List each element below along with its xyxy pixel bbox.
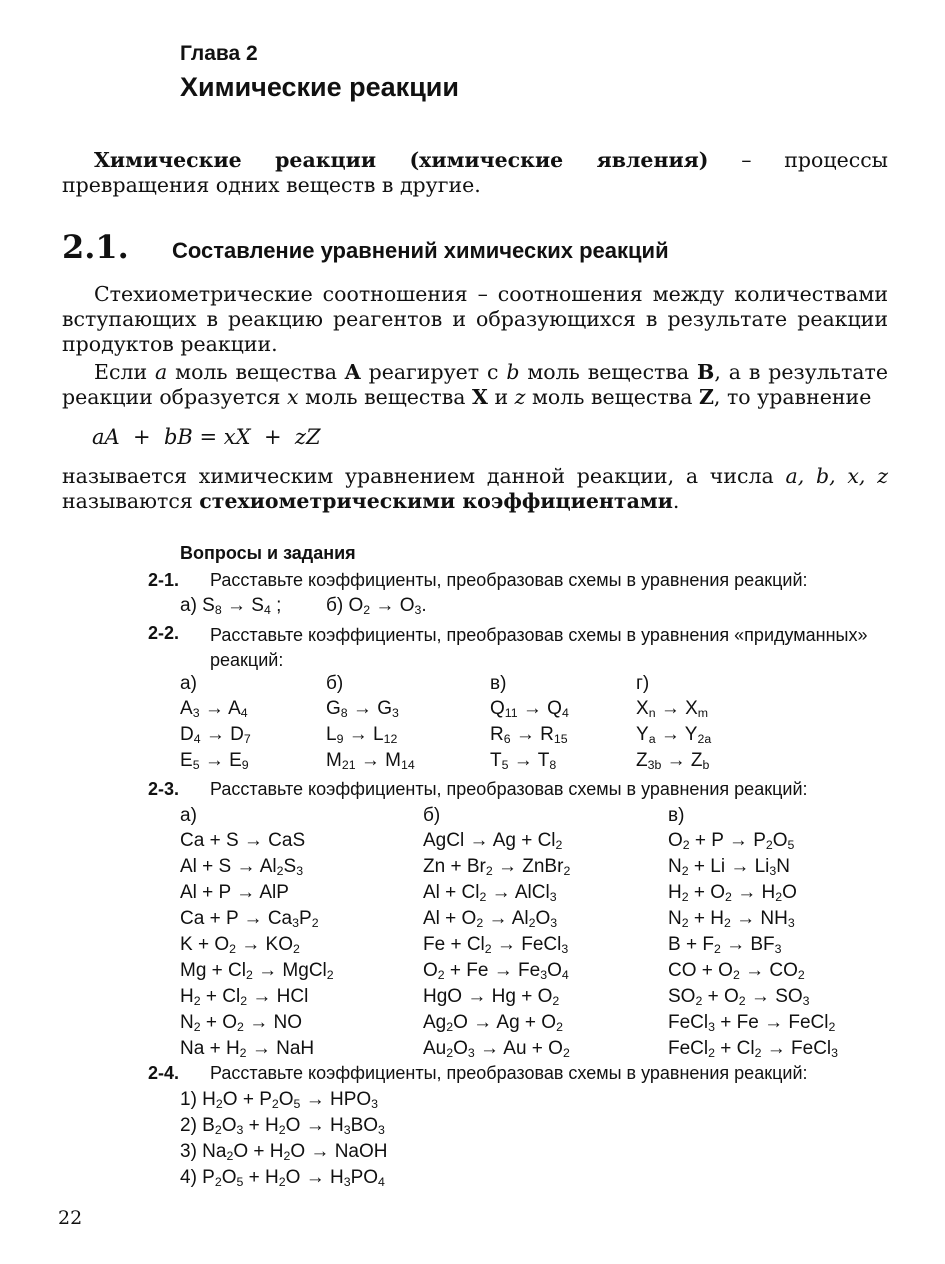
var-x: x: [287, 385, 299, 409]
formula: $B + F_2 \to BF_3$: [668, 934, 782, 957]
text: моль вещества: [298, 385, 473, 409]
formula: AgCl → $Ag + Cl_2$: [423, 830, 563, 853]
formula: $N_2 + Li \to Li_3N$: [668, 856, 791, 879]
formula: 3) $Na_2O + H_2O$ → NaOH: [180, 1141, 388, 1164]
substance-z: Z: [698, 385, 714, 409]
formula: $G_8 \to G_3$: [326, 698, 399, 721]
column-header: г): [636, 673, 650, 694]
text: и: [487, 385, 515, 409]
formula: FeCl$_3$ + Fe → FeCl$_2$: [668, 1012, 836, 1035]
coefficients-paragraph: [62, 464, 888, 514]
formula: $Y_a \to Y_{2a}$: [636, 724, 712, 747]
var-a: a: [155, 360, 168, 384]
stoichiometry-text: Стехиометрические соотношения – соотношения между количествами вступающих в реакцию реагентов и образующихся в результате реакции продуктов реакции.: [62, 282, 888, 356]
formula: 2) $B_2O_3 + H_2O \to H_3BO_3$: [180, 1115, 385, 1138]
formula: CO + $O_2 \to CO_2$: [668, 960, 805, 983]
text: моль вещества: [519, 360, 698, 384]
task-number: 2-3.: [148, 779, 180, 799]
formula: $M_{21} \to M_{14}$: [326, 750, 415, 773]
formula: Al + P → AlP: [180, 882, 289, 903]
formula: $T_5 \to T_8$: [490, 750, 557, 773]
formula: $N_2 + O_2$ → NO: [180, 1012, 302, 1035]
column-header: б): [423, 805, 441, 826]
column-header: а): [180, 673, 197, 694]
formula: $Q_{11} \to Q_4$: [490, 698, 569, 721]
formula: $Al + O_2 \to Al_2O_3$: [423, 908, 558, 931]
formula: $E_5 \to E_9$: [180, 750, 249, 773]
formula: 4) $P_2O_5 + H_2O \to H_3PO_4$: [180, 1167, 385, 1190]
formula: $Al + S \to Al_2S_3$: [180, 856, 304, 879]
chapter-title: Химические реакции: [180, 72, 459, 102]
formula: $Ca + P \to Ca_3P_2$: [180, 908, 319, 931]
formula: $Mg + Cl_2$ → MgCl$_2$: [180, 960, 334, 983]
intro-rest: – процессы превращения одних веществ в другие.: [62, 148, 888, 197]
formula: Ca + S → CaS: [180, 830, 306, 851]
section-title: Составление уравнений химических реакций: [172, 238, 669, 263]
formula: $H_2 + Cl_2$ → HCl: [180, 986, 309, 1009]
task-text: Расставьте коэффициенты, преобразовав схемы в уравнения реакций:: [210, 1063, 808, 1083]
formula: $N_2 + H_2 \to NH_3$: [668, 908, 795, 931]
text: называются: [62, 489, 200, 513]
general-equation: aA + bB = xX + zZ: [92, 425, 321, 449]
substance-b: B: [697, 360, 715, 384]
formula: $X_n \to X_m$: [636, 698, 709, 721]
column-header: в): [668, 805, 685, 826]
formula: $Na + H_2$ → NaH: [180, 1038, 315, 1061]
formula: $Al + Cl_2$ → AlCl$_3$: [423, 882, 557, 905]
questions-heading: Вопросы и задания: [180, 543, 356, 563]
column-header: в): [490, 673, 507, 694]
formula: а) $S_8 \to S_4$ ;: [180, 595, 282, 618]
formula: FeCl$_2$ + $Cl_2$ → FeCl$_3$: [668, 1038, 839, 1061]
page-number: 22: [58, 1207, 83, 1229]
formula: $O_2 + P \to P_2O_5$: [668, 830, 795, 853]
formula: $Ag_2O \to Ag + O_2$: [423, 1012, 563, 1035]
formula: $L_9 \to L_{12}$: [326, 724, 398, 747]
task-number: 2-1.: [148, 570, 180, 590]
text: , то уравнение: [713, 385, 872, 409]
substance-a: A: [344, 360, 361, 384]
formula: $Au_2O_3 \to Au + O_2$: [423, 1038, 570, 1061]
intro-paragraph: [62, 148, 888, 198]
formula: $SO_2 + O_2 \to SO_3$: [668, 986, 810, 1009]
task-number: 2-4.: [148, 1063, 180, 1083]
formula: $D_4 \to D_7$: [180, 724, 251, 747]
formula: $H_2 + O_2 \to H_2O$: [668, 882, 797, 905]
coefficients-term: стехиометрическими коэффициентами: [199, 489, 673, 513]
chapter-label: Глава 2: [180, 42, 258, 65]
formula: $Fe + Cl_2$ → FeCl$_3$: [423, 934, 569, 957]
text: реагирует с: [360, 360, 507, 384]
formula: $Z_{3b} \to Z_b$: [636, 750, 710, 773]
formula: б) $O_2 \to O_3$.: [326, 595, 427, 618]
text: , а в результате реакции образуется: [62, 360, 888, 409]
task-number: 2-2.: [148, 623, 180, 643]
text: моль вещества: [525, 385, 699, 409]
coefficient-vars: a, b, x, z: [785, 464, 888, 488]
task-text: Расставьте коэффициенты, преобразовав схемы в уравнения реакций:: [210, 779, 808, 799]
text: моль вещества: [167, 360, 345, 384]
formula: $O_2 + Fe \to Fe_3O_4$: [423, 960, 569, 983]
text: .: [672, 489, 680, 513]
formula: $K + O_2 \to KO_2$: [180, 934, 300, 957]
formula: $A_3 \to A_4$: [180, 698, 248, 721]
column-header: б): [326, 673, 344, 694]
task-text: Расставьте коэффициенты, преобразовав схемы в уравнения «придуманных» реакций:: [210, 625, 868, 670]
formula: $Zn + Br_2$ → ZnBr$_2$: [423, 856, 571, 879]
var-b: b: [506, 360, 520, 384]
text: называется химическим уравнением данной реакции, а числа: [62, 464, 786, 488]
text: Если: [94, 360, 156, 384]
formula: $R_6 \to R_{15}$: [490, 724, 568, 747]
section-number: 2.1.: [62, 228, 129, 266]
formula: 1) $H_2O + P_2O_5 \to HPO_3$: [180, 1089, 379, 1112]
stoichiometry-paragraph: [62, 282, 888, 357]
intro-term: Химические реакции (химические явления): [94, 148, 709, 172]
task-text: Расставьте коэффициенты, преобразовав схемы в уравнения реакций:: [210, 570, 808, 590]
reaction-definition-paragraph: [62, 360, 888, 410]
formula: HgO → $Hg + O_2$: [423, 986, 560, 1009]
var-z: z: [514, 385, 526, 409]
substance-x: X: [472, 385, 488, 409]
column-header: а): [180, 805, 197, 826]
